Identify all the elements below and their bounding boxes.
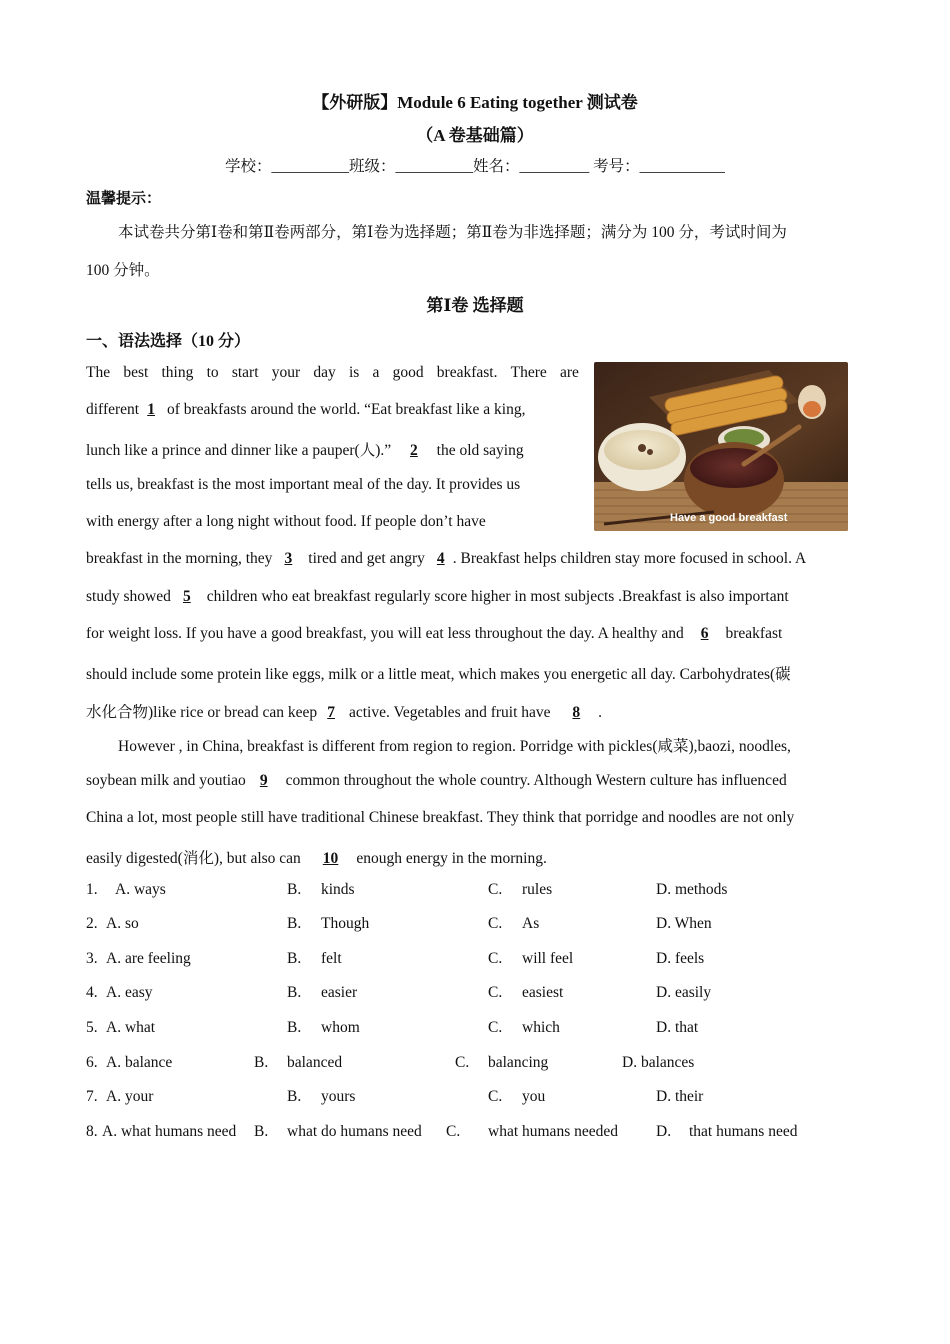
option-a[interactable]: A. your bbox=[106, 1088, 154, 1105]
option-a[interactable]: A. are feeling bbox=[106, 950, 191, 967]
blank-6: 6 bbox=[700, 625, 709, 642]
passage-line-14: easily digested(消化), but also can 10 enough energy in the morning. bbox=[86, 850, 547, 867]
blank-4: 4 bbox=[436, 550, 445, 567]
passage-line-12: soybean milk and youtiao 9 common throughout the whole country. Although Western culture has influenced bbox=[86, 772, 787, 789]
passage-line-9: should include some protein like eggs, milk or a little meat, which makes you energetic all day. Carbohydrates(碳 bbox=[86, 666, 791, 683]
breakfast-photo bbox=[594, 362, 848, 531]
blank-10: 10 bbox=[322, 850, 339, 867]
option-c[interactable]: what humans needed bbox=[488, 1123, 618, 1140]
blank-3: 3 bbox=[284, 550, 293, 567]
option-a[interactable]: A. so bbox=[106, 915, 139, 932]
notice-label: 温馨提示： bbox=[86, 191, 162, 207]
option-c[interactable]: rules bbox=[522, 881, 553, 898]
passage-line-8: for weight loss. If you have a good breakfast, you will eat less throughout the day. A healthy and 6 breakfast bbox=[86, 625, 783, 642]
blank-8: 8 bbox=[572, 704, 581, 721]
option-d[interactable]: D. easily bbox=[656, 984, 712, 1001]
option-a[interactable]: A. balance bbox=[106, 1054, 173, 1071]
passage-line-1: The best thing to start your day is a good breakfast. There are bbox=[86, 364, 579, 381]
option-b[interactable]: yours bbox=[321, 1088, 356, 1105]
exam-title: 【外研版】Module 6 Eating together 测试卷 bbox=[312, 93, 638, 112]
blank-2: 2 bbox=[410, 442, 418, 459]
option-c[interactable]: balancing bbox=[488, 1054, 549, 1071]
section1-title: 一、语法选择（10 分） bbox=[86, 333, 251, 350]
blank-7: 7 bbox=[327, 704, 335, 721]
passage-line-6: breakfast in the morning, they 3 tired and get angry 4 . Breakfast helps children stay more focused in school. A bbox=[86, 550, 807, 567]
option-b[interactable]: what do humans need bbox=[287, 1123, 422, 1140]
option-d[interactable]: D. balances bbox=[622, 1054, 695, 1071]
option-a[interactable]: A. what bbox=[106, 1019, 156, 1036]
passage-line-13: China a lot, most people still have traditional Chinese breakfast. They think that porridge and noodles are not only bbox=[86, 809, 795, 826]
notice-text-line2: 100 分钟。 bbox=[86, 262, 160, 279]
option-b[interactable]: easier bbox=[321, 984, 358, 1001]
exam-subtitle: （A 卷基础篇） bbox=[416, 126, 534, 145]
option-d[interactable]: D. methods bbox=[656, 881, 728, 898]
option-b[interactable]: whom bbox=[321, 1019, 360, 1036]
blank-1: 1 bbox=[147, 401, 155, 418]
option-b[interactable]: felt bbox=[321, 950, 342, 967]
option-d[interactable]: that humans need bbox=[689, 1123, 798, 1140]
notice-text-line1: 本试卷共分第Ⅰ卷和第Ⅱ卷两部分，第Ⅰ卷为选择题；第Ⅱ卷为非选择题；满分为 100 分，考试时间为 bbox=[118, 224, 787, 241]
option-c[interactable]: which bbox=[522, 1019, 560, 1036]
student-info-fields: 学校：__________班级：__________姓名：_________ 考号：___________ bbox=[225, 158, 725, 175]
option-a[interactable]: A. easy bbox=[106, 984, 153, 1001]
option-b[interactable]: Though bbox=[321, 915, 370, 932]
passage-line-4: tells us, breakfast is the most important meal of the day. It provides us bbox=[86, 476, 521, 493]
option-c[interactable]: you bbox=[522, 1088, 546, 1105]
option-b[interactable]: balanced bbox=[287, 1054, 343, 1071]
part1-title: 第Ⅰ卷 选择题 bbox=[426, 296, 524, 315]
blank-5: 5 bbox=[182, 588, 191, 605]
passage-line-11: However , in China, breakfast is different from region to region. Porridge with pickles(咸菜),baozi, noodles, bbox=[118, 738, 791, 755]
option-c[interactable]: As bbox=[522, 915, 540, 932]
option-c[interactable]: will feel bbox=[522, 950, 574, 967]
passage-line-10: 水化合物)like rice or bread can keep 7 active. Vegetables and fruit have 8 . bbox=[86, 704, 603, 721]
blank-9: 9 bbox=[259, 772, 268, 789]
option-c[interactable]: easiest bbox=[522, 984, 564, 1001]
passage-line-3: lunch like a prince and dinner like a pauper(人).” 2 the old saying bbox=[86, 442, 524, 459]
option-a[interactable]: A. ways bbox=[115, 881, 166, 898]
photo-caption: Have a good breakfast bbox=[670, 512, 788, 524]
option-d[interactable]: D. When bbox=[656, 915, 712, 932]
passage-line-2: different 1 of breakfasts around the world. “Eat breakfast like a king, bbox=[86, 401, 526, 418]
option-d[interactable]: D. that bbox=[656, 1019, 699, 1036]
passage-line-5: with energy after a long night without food. If people don’t have bbox=[86, 513, 486, 530]
option-a[interactable]: A. what humans need bbox=[102, 1123, 237, 1140]
passage-line-7: study showed 5 children who eat breakfast regularly score higher in most subjects .Breakfast is also important bbox=[86, 588, 789, 605]
option-b[interactable]: kinds bbox=[321, 881, 355, 898]
option-d[interactable]: D. their bbox=[656, 1088, 704, 1105]
option-d[interactable]: D. feels bbox=[656, 950, 705, 967]
